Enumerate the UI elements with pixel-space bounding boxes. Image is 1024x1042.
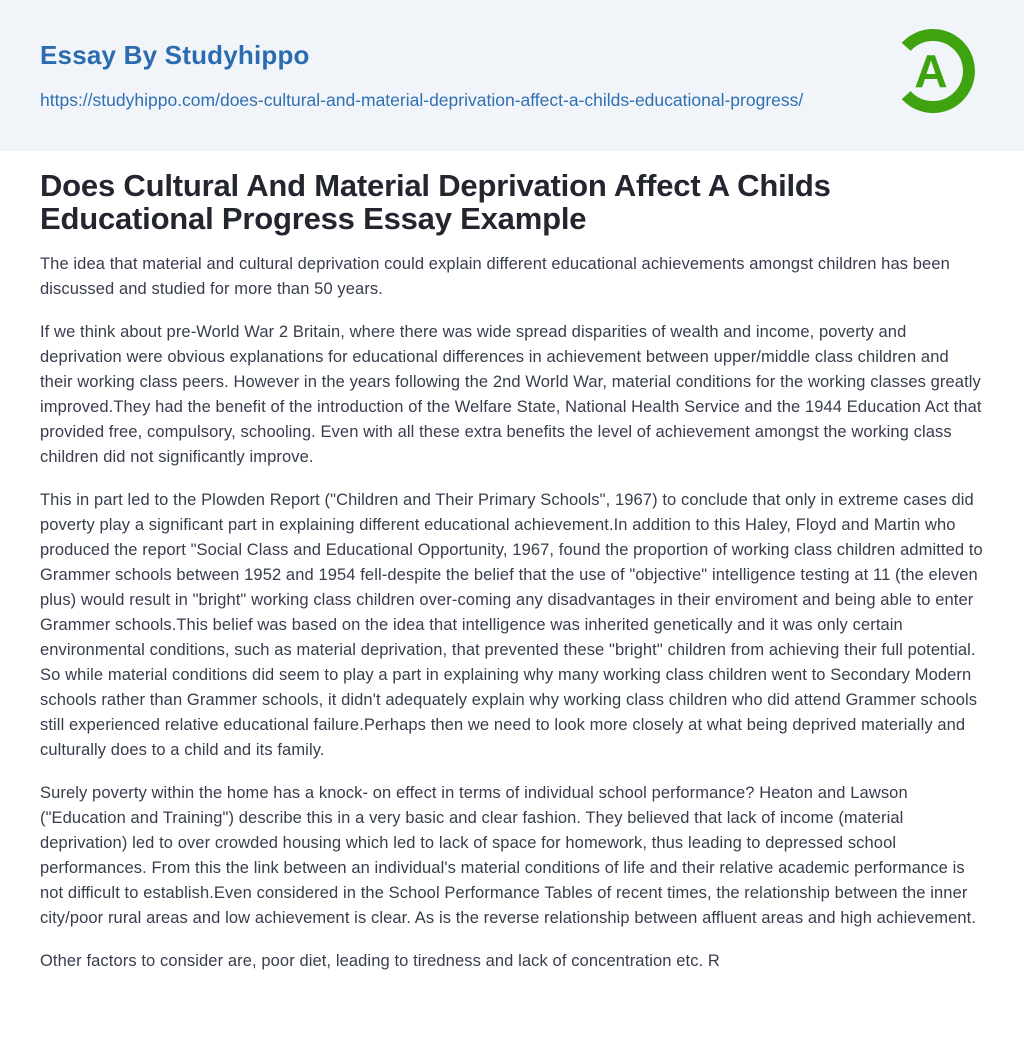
article-body <box>40 252 984 974</box>
article-paragraph: Surely poverty within the home has a knock- on effect in terms of individual school performance? Heaton and Lawson ("Education and Training") describe this in a very basic and clear fashion. They believed that lack of income (material deprivation) led to over crowded housing which led to lack of space for homework, thus leading to depressed school performances. From this the link between an individual's material conditions of life and their relative academic performance is not difficult to establish.Even considered in the School Performance Tables of recent times, the relationship between the inner city/poor rural areas and low achievement is clear. As is the reverse relationship between affluent areas and high achievement. <box>40 784 976 927</box>
article-paragraph: This in part led to the Plowden Report ("Children and Their Primary Schools", 1967) to conclude that only in extreme cases did poverty play a significant part in explaining different educational achievement.In addition to this Haley, Floyd and Martin who produced the report "Social Class and Educational Opportunity, 1967, found the proportion of working class children admitted to Grammer schools between 1952 and 1954 fell-despite the belief that the use of "objective" intelligence testing at 11 (the eleven plus) would result in "bright" working class children over-coming any disadvantages in their enviroment and being able to enter Grammer schools.This belief was based on the idea that intelligence was inherited genetically and it was only certain environmental conditions, such as material deprivation, that prevented these "bright" children from achieving their full potential. So while material conditions did seem to play a part in explaining why many working class children went to Secondary Modern schools rather than Grammer schools, it didn't adequately explain why working class children who did attend Grammer schools still experienced relative educational failure.Perhaps then we need to look more closely at what being deprived materially and culturally does to a child and its family. <box>40 491 983 759</box>
article-paragraph: The idea that material and cultural deprivation could explain different educational achievements amongst children has been discussed and studied for more than 50 years. <box>40 255 950 298</box>
article-paragraph: Other factors to consider are, poor diet, leading to tiredness and lack of concentration etc. R <box>40 952 720 970</box>
article-paragraph: If we think about pre-World War 2 Britain, where there was wide spread disparities of wealth and income, poverty and deprivation were obvious explanations for educational differences in achievement between upper/middle class children and their working class peers. However in the years following the 2nd World War, material conditions for the working classes greatly improved.They had the benefit of the introduction of the Welfare State, National Health Service and the 1944 Education Act that provided free, compulsory, schooling. Even with all these extra benefits the level of achievement amongst the working class children did not significantly improve. <box>40 323 982 466</box>
byline: Essay By Studyhippo <box>40 40 310 70</box>
studyhippo-logo-icon <box>888 25 980 117</box>
article-title: Does Cultural And Material Deprivation Affect A Childs Educational Progress Essay Example <box>40 168 831 236</box>
page-header <box>0 0 1024 151</box>
logo-letter: A <box>914 45 948 97</box>
article-content <box>0 151 1024 974</box>
source-url-link[interactable]: https://studyhippo.com/does-cultural-and-material-deprivation-affect-a-childs-educational-progress/ <box>40 90 804 110</box>
